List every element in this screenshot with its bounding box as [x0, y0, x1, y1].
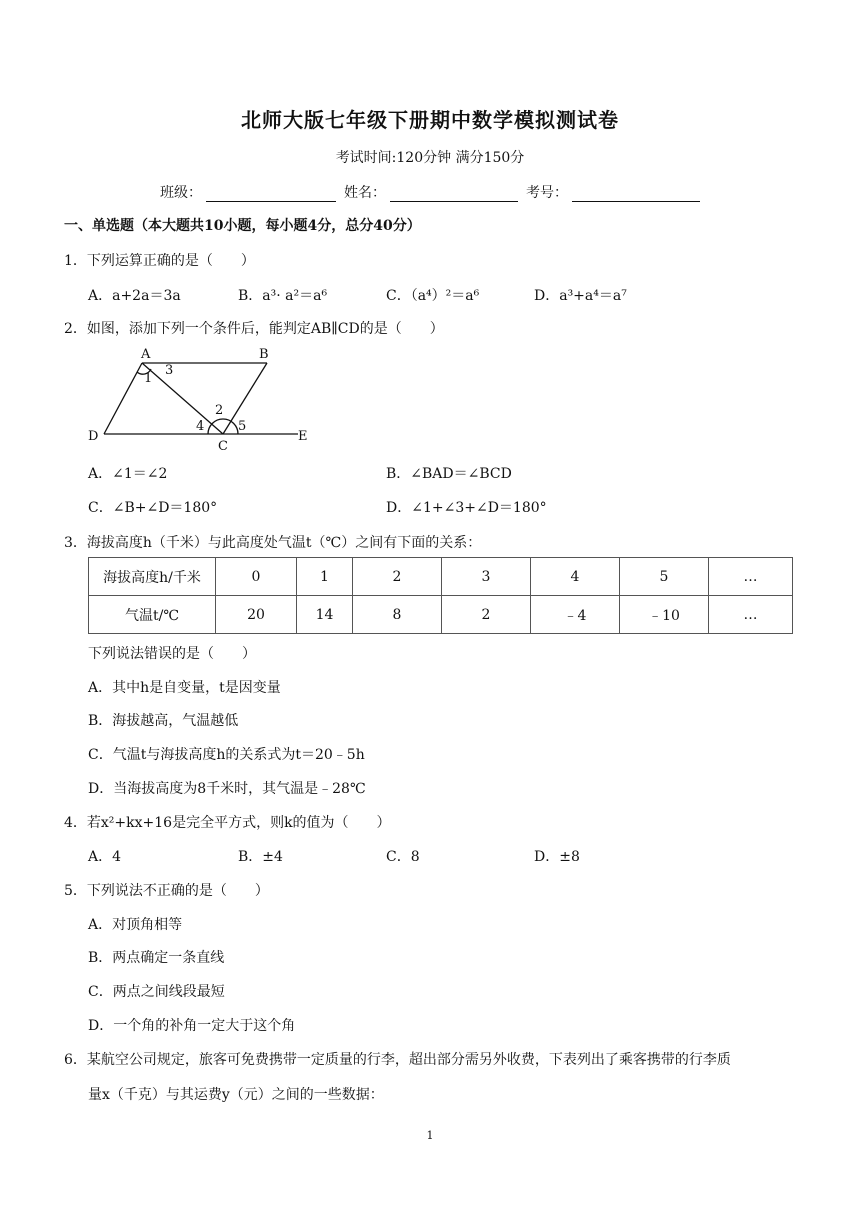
altitude-temperature-table [88, 557, 793, 634]
table-cell: ﹣4 [531, 596, 620, 634]
q1-option-c: C．（a⁴）²＝a⁶ [386, 288, 480, 304]
table-row [89, 558, 793, 596]
label-angle-2: 2 [215, 403, 224, 418]
label-b: B [259, 347, 269, 362]
angle-arc-c [208, 419, 238, 434]
table-cell: … [709, 558, 793, 596]
table-cell: 2 [353, 558, 442, 596]
name-field [344, 182, 522, 202]
q3-option-a: A．其中h是自变量，t是因变量 [88, 680, 281, 696]
q5-option-d: D．一个角的补角一定大于这个角 [88, 1018, 296, 1034]
question-6-line-1: 6．某航空公司规定，旅客可免费携带一定质量的行李，超出部分需另外收费，下表列出了乘客携带的行李质 [64, 1052, 731, 1068]
label-d: D [88, 429, 99, 444]
table-cell: 4 [531, 558, 620, 596]
geometry-figure [80, 342, 330, 454]
q1-option-b: B．a³· a²＝a⁶ [238, 288, 328, 304]
question-5-stem: 5．下列说法不正确的是（ ） [64, 883, 269, 899]
label-angle-3: 3 [165, 363, 174, 378]
q2-option-b: B．∠BAD＝∠BCD [386, 466, 512, 482]
label-angle-4: 4 [196, 419, 205, 434]
question-2-stem: 2．如图，添加下列一个条件后，能判定AB∥CD的是（ ） [64, 321, 444, 337]
q5-option-c: C．两点之间线段最短 [88, 984, 225, 1000]
table-cell: 8 [353, 596, 442, 634]
q4-option-d: D．±8 [534, 849, 580, 865]
class-label: 班级： [160, 185, 202, 201]
table-cell: 14 [297, 596, 353, 634]
table-cell: ﹣10 [620, 596, 709, 634]
paper-title: 北师大版七年级下册期中数学模拟测试卷 [241, 108, 619, 132]
table-cell: 3 [442, 558, 531, 596]
q2-option-c: C．∠B+∠D＝180° [88, 500, 218, 516]
label-a: A [141, 347, 151, 362]
exam-time-info: 考试时间:120分钟 满分150分 [335, 150, 525, 166]
table-cell: 2 [442, 596, 531, 634]
question-3-stem: 3．海拔高度h（千米）与此高度处气温t（℃）之间有下面的关系： [64, 535, 482, 551]
table-cell: 气温t/℃ [89, 596, 216, 634]
q3-sub-question: 下列说法错误的是（ ） [88, 646, 256, 662]
q3-option-d: D．当海拔高度为8千米时，其气温是﹣28℃ [88, 781, 366, 797]
table-cell: 20 [216, 596, 297, 634]
label-c: C [218, 439, 228, 454]
section-heading: 一、单选题（本大题共10小题，每小题4分，总分40分） [64, 218, 421, 234]
q4-option-a: A．4 [88, 849, 122, 865]
number-blank [572, 187, 700, 202]
question-1-stem: 1．下列运算正确的是（ ） [64, 253, 255, 269]
name-label: 姓名： [344, 185, 386, 201]
q1-option-a: A．a+2a＝3a [88, 288, 181, 304]
label-angle-1: 1 [144, 371, 153, 386]
table-row [89, 596, 793, 634]
number-field [526, 182, 704, 202]
class-field [160, 182, 340, 202]
line-ac [142, 363, 223, 434]
question-4-stem: 4．若x²+kx+16是完全平方式，则k的值为（ ） [64, 815, 391, 831]
q3-option-b: B．海拔越高，气温越低 [88, 713, 239, 729]
number-label: 考号： [526, 185, 568, 201]
table-cell: 1 [297, 558, 353, 596]
label-e: E [298, 429, 308, 444]
q2-option-a: A．∠1＝∠2 [88, 466, 168, 482]
q1-option-d: D．a³+a⁴＝a⁷ [534, 288, 627, 304]
q3-option-c: C．气温t与海拔高度h的关系式为t＝20﹣5h [88, 747, 365, 763]
table-cell: … [709, 596, 793, 634]
q4-option-b: B．±4 [238, 849, 283, 865]
q5-option-a: A．对顶角相等 [88, 917, 183, 933]
line-ad [104, 363, 142, 434]
table-cell: 5 [620, 558, 709, 596]
table-cell: 海拔高度h/千米 [89, 558, 216, 596]
q4-option-c: C．8 [386, 849, 420, 865]
question-6-line-2: 量x（千克）与其运费y（元）之间的一些数据： [88, 1087, 384, 1103]
q2-option-d: D．∠1+∠3+∠D＝180° [386, 500, 547, 516]
name-blank [390, 187, 518, 202]
class-blank [206, 187, 336, 202]
page-number: 1 [426, 1129, 434, 1142]
label-angle-5: 5 [238, 419, 247, 434]
table-cell: 0 [216, 558, 297, 596]
q5-option-b: B．两点确定一条直线 [88, 950, 225, 966]
